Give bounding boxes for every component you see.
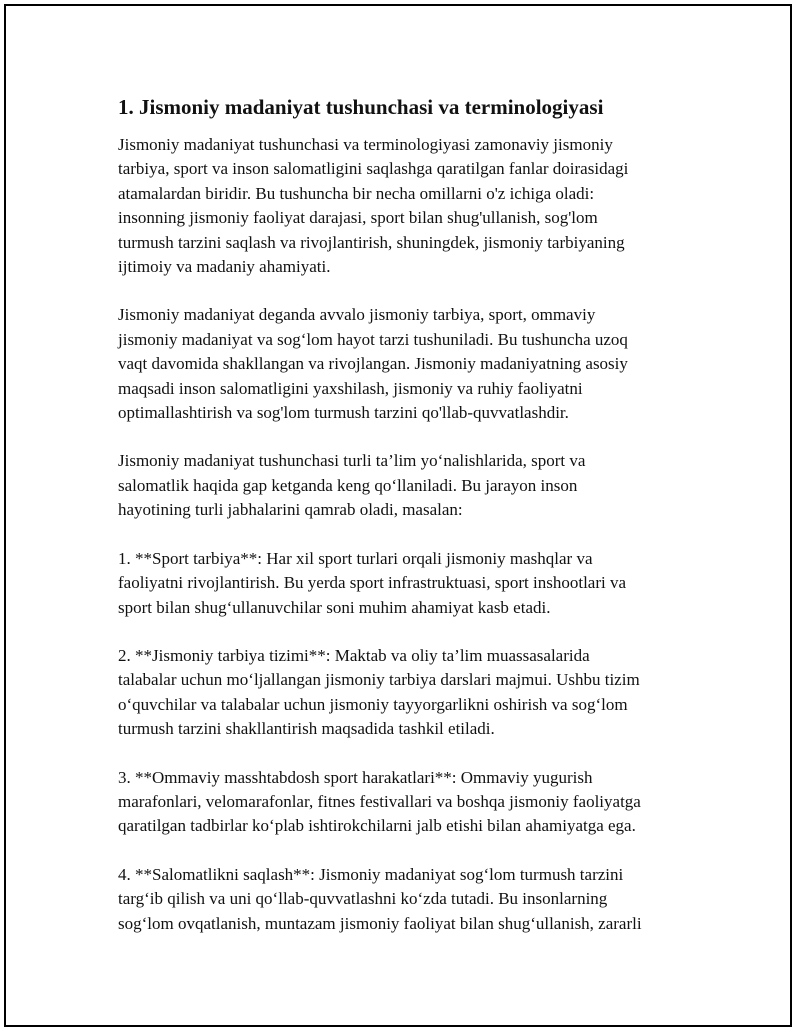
text-line: maqsadi inson salomatligini yaxshilash, jismoniy va ruhiy faoliyatni xyxy=(118,378,583,398)
document-title: 1. Jismoniy madaniyat tushunchasi va terminologiyasi xyxy=(118,95,604,119)
text-line: 1. **Sport tarbiya**: Har xil sport turlari orqali jismoniy mashqlar va xyxy=(118,548,593,568)
text-line: atamalardan biridir. Bu tushuncha bir necha omillarni o'z ichiga oladi: xyxy=(118,183,595,203)
text-line: sog‘lom ovqatlanish, muntazam jismoniy faoliyat bilan shug‘ullanish, zararli xyxy=(118,913,642,933)
text-line: targ‘ib qilish va uni qo‘llab-quvvatlashni ko‘zda tutadi. Bu insonlarning xyxy=(118,889,608,909)
list-item-sport-tarbiya xyxy=(118,547,698,620)
text-line: insonning jismoniy faoliyat darajasi, sport bilan shug'ullanish, sog'lom xyxy=(118,208,598,228)
list-item-salomatlikni-saqlash xyxy=(118,863,698,936)
text-line: qaratilgan tadbirlar ko‘plab ishtirokchilarni jalb etishi bilan ahamiyatga ega. xyxy=(118,816,636,836)
text-line: 4. **Salomatlikni saqlash**: Jismoniy madaniyat sog‘lom turmush tarzini xyxy=(118,864,624,884)
text-line: tarbiya, sport va inson salomatligini saqlashga qaratilgan fanlar doirasidagi xyxy=(118,159,629,179)
list-item-jismoniy-tarbiya-tizimi xyxy=(118,644,698,742)
text-line: sport bilan shug‘ullanuvchilar soni muhim ahamiyat kasb etadi. xyxy=(118,597,551,617)
text-line: hayotining turli jabhalarini qamrab oladi, masalan: xyxy=(118,500,463,520)
text-line: turmush tarzini saqlash va rivojlantirish, shuningdek, jismoniy tarbiyaning xyxy=(118,232,625,252)
text-line: jismoniy madaniyat va sog‘lom hayot tarzi tushuniladi. Bu tushuncha uzoq xyxy=(118,329,628,349)
text-line: Jismoniy madaniyat tushunchasi va terminologiyasi zamonaviy jismoniy xyxy=(118,135,613,154)
text-line: vaqt davomida shakllangan va rivojlangan. Jismoniy madaniyatning asosiy xyxy=(118,354,628,374)
text-line: ijtimoiy va madaniy ahamiyati. xyxy=(118,257,331,277)
text-line: o‘quvchilar va talabalar uchun jismoniy tayyorgarlikni oshirish va sog‘lom xyxy=(118,694,628,714)
text-line: faoliyatni rivojlantirish. Bu yerda sport infrastruktuasi, sport inshootlari va xyxy=(118,573,627,593)
text-line: optimallashtirish va sog'lom turmush tarzini qo'llab-quvvatlashdir. xyxy=(118,403,569,423)
text-line: talabalar uchun mo‘ljallangan jismoniy tarbiya darslari majmui. Ushbu tizim xyxy=(118,670,640,690)
text-line: Jismoniy madaniyat tushunchasi turli ta’lim yo‘nalishlarida, sport va xyxy=(118,451,586,471)
document-body xyxy=(118,93,698,960)
text-line: turmush tarzini shakllantirish maqsadida tashkil etiladi. xyxy=(118,719,495,739)
text-line: Jismoniy madaniyat deganda avvalo jismoniy tarbiya, sport, ommaviy xyxy=(118,305,596,325)
paragraph-intro xyxy=(118,133,698,279)
paragraph-definition xyxy=(118,303,698,425)
paragraph-usage xyxy=(118,449,698,522)
text-line: salomatlik haqida gap ketganda keng qo‘llaniladi. Bu jarayon inson xyxy=(118,475,578,495)
text-line: 2. **Jismoniy tarbiya tizimi**: Maktab va oliy ta’lim muassasalarida xyxy=(118,645,590,665)
text-line: marafonlari, velomarafonlar, fitnes festivallari va boshqa jismoniy faoliyatga xyxy=(118,791,641,811)
text-line: 3. **Ommaviy masshtabdosh sport harakatlari**: Ommaviy yugurish xyxy=(118,767,593,787)
list-item-ommaviy-sport xyxy=(118,766,698,839)
